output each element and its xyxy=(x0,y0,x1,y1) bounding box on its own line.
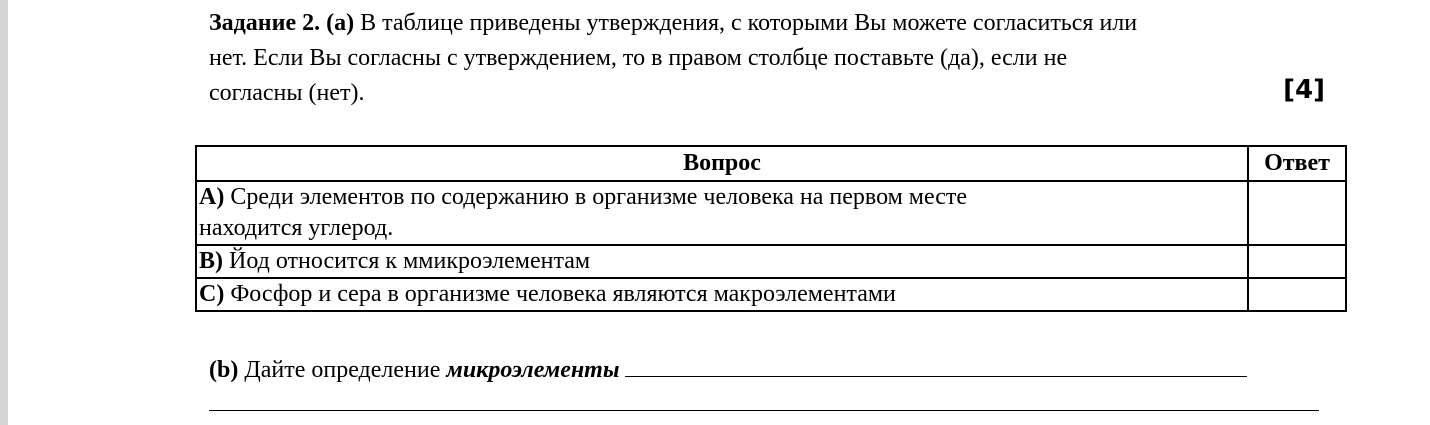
question-cell-a xyxy=(196,181,1248,245)
question-text-b: Йод относится к ммикроэлементам xyxy=(223,248,591,274)
question-label-a: А) xyxy=(199,184,225,210)
task-line-1-text: В таблице приведены утверждения, с которыми Вы можете согласиться или xyxy=(354,10,1138,36)
table-row xyxy=(196,245,1346,278)
table-header-row xyxy=(196,146,1346,181)
question-text-c: Фосфор и сера в организме человека являются макроэлементами xyxy=(224,281,896,307)
task-line-3: согласны (нет). xyxy=(209,80,365,106)
answer-cell-a[interactable] xyxy=(1248,181,1346,245)
answer-blank-line-2[interactable] xyxy=(209,410,1319,411)
part-b-text: Дайте определение xyxy=(238,357,447,383)
header-question: Вопрос xyxy=(196,146,1248,181)
question-text-a-line1: Среди элементов по содержанию в организме человека на первом месте xyxy=(224,184,968,210)
header-answer: Ответ xyxy=(1248,146,1346,181)
part-b-label: (b) xyxy=(209,357,239,383)
question-cell-c xyxy=(196,278,1248,311)
part-b-prompt xyxy=(209,350,1247,388)
answer-blank-line-1[interactable] xyxy=(625,350,1247,377)
task-statement xyxy=(209,6,1339,111)
table-row xyxy=(196,181,1346,245)
task-label: Задание 2. (a) xyxy=(209,10,355,36)
task-line-2: нет. Если Вы согласны с утверждением, то в правом столбце поставьте (да), если не xyxy=(209,45,1068,71)
page-left-border xyxy=(0,0,8,425)
task-line-1 xyxy=(209,6,1339,41)
question-text-a-line2: находится углерод. xyxy=(199,215,394,241)
question-label-c: С) xyxy=(199,281,225,307)
answer-cell-b[interactable] xyxy=(1248,245,1346,278)
statements-table xyxy=(195,145,1347,312)
answer-cell-c[interactable] xyxy=(1248,278,1346,311)
points-badge: [4] xyxy=(1283,75,1325,105)
table-row xyxy=(196,278,1346,311)
question-cell-b xyxy=(196,245,1248,278)
part-b-term: микроэлементы xyxy=(446,357,620,383)
question-label-b: В) xyxy=(199,248,223,274)
